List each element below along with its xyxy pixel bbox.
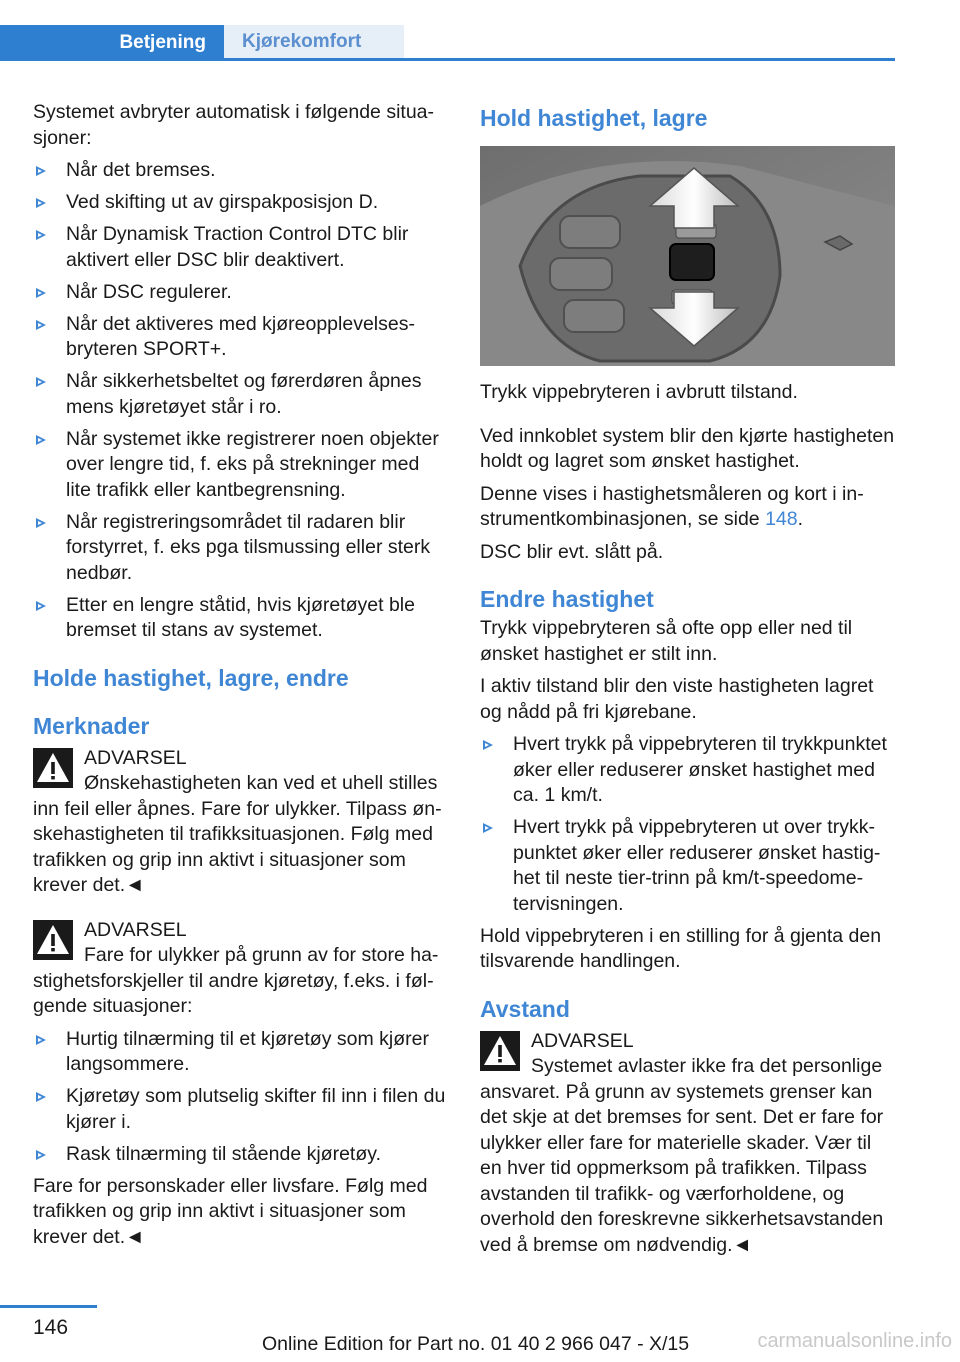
list-item: Rask tilnærming til stående kjøretøy.: [33, 1142, 448, 1168]
section-heading-notes: Merknader: [33, 712, 150, 739]
tab-kjorekomfort[interactable]: Kjørekomfort: [224, 25, 404, 58]
paragraph-text: .: [797, 508, 804, 530]
list-item: Hvert trykk på vippebryteren til trykkpunktet øker eller reduserer ønsket hastighet med ca. 1 km/t.: [480, 732, 895, 809]
warning-text: Ønskehastigheten kan ved et uhell stilles inn feil eller åpnes. Fare for ulykker. Tilpass ønskehastigheten til trafikksituasjonen. Følg med trafikken og grip inn aktivt i situasjoner som krever det.◄: [33, 772, 442, 896]
cancel-conditions-list: [33, 158, 448, 644]
list-item: Når sikkerhetsbeltet og førerdøren åpnes mens kjøretøyet står i ro.: [33, 369, 448, 420]
page-number: 146: [33, 1316, 69, 1339]
list-item: Ved skifting ut av girspakposisjon D.: [33, 190, 448, 216]
steering-wheel-rocker-figure: [480, 146, 895, 366]
warning-text: Fare for ulykker på grunn av for store hastighetsforskjeller til andre kjøretøy, f.eks. i følgende situasjoner:: [33, 944, 439, 1017]
paragraph: Trykk vippebryteren så ofte opp eller ned til ønsket hastighet er stilt inn.: [480, 617, 853, 665]
section-heading-distance: Avstand: [480, 995, 570, 1022]
section-heading-store-speed: Hold hastighet, lagre: [480, 105, 708, 131]
paragraph-text: Denne vises i hastighetsmåleren og kort i instrumentkombinasjonen, se side: [480, 482, 864, 530]
paragraph: Ved innkoblet system blir den kjørte hastigheten holdt og lagret som ønsket hastighet.: [480, 424, 895, 472]
list-item: Når systemet ikke registrerer noen objekter over lengre tid, f. eks på strekninger med lite trafikk eller kantbegrensning.: [33, 427, 448, 504]
warning-block: [480, 1029, 895, 1259]
list-item: Når Dynamisk Traction Control DTC blir aktivert eller DSC blir deaktivert.: [33, 222, 448, 273]
footer-rule: [0, 1305, 97, 1308]
list-item: Når det aktiveres med kjøreopplevelsesbryteren SPORT+.: [33, 312, 448, 363]
warning-triangle-icon: [480, 1031, 520, 1071]
list-item: Når registreringsområdet til radaren blir forstyrret, f. eks pga tilsmussing eller sterk nedbør.: [33, 510, 448, 587]
watermark: carmanualsonline.info: [757, 1330, 952, 1352]
edition-text: Online Edition for Part no. 01 40 2 966 047 - X/15: [262, 1333, 690, 1355]
figure-caption: Trykk vippebryteren i avbrutt tilstand.: [480, 381, 798, 403]
paragraph: DSC blir evt. slått på.: [480, 540, 664, 563]
warning-block: [33, 746, 448, 899]
intro-paragraph: Systemet avbryter automatisk i følgende situasjoner:: [33, 101, 435, 149]
warning-title: ADVARSEL: [84, 746, 187, 769]
list-item: Hvert trykk på vippebryteren ut over trykkpunktet øker eller reduserer ønsket hastighet til neste tier-trinn på km/t-speedometervisningen.: [480, 815, 895, 917]
list-item: Hurtig tilnærming til et kjøretøy som kjører langsommere.: [33, 1027, 448, 1078]
page-link-148[interactable]: 148: [765, 508, 798, 530]
tab-betjening[interactable]: Betjening: [0, 25, 224, 61]
header-rule: [0, 58, 895, 61]
list-item: Når DSC regulerer.: [33, 280, 448, 306]
warning-text: Systemet avlaster ikke fra det personlige ansvaret. På grunn av systemets grenser kan det skje at det bremses for sent. Det er fare for ulykker eller fare for materielle skader. Vær til en hver tid oppmerksom på trafikken. Tilpass avstanden til trafikk- og værforholdene, og overhold den foreskrevne sikkerhetsavstanden ved å bremse om nødvendig.◄: [480, 1055, 884, 1256]
closing-paragraph: Fare for personskader eller livsfare. Følg med trafikken og grip inn aktivt i situasjoner som krever det.◄: [33, 1174, 428, 1248]
warning-triangle-icon: [33, 920, 73, 960]
header-tabbar: [0, 0, 895, 62]
steering-wheel-illustration: [480, 146, 895, 366]
list-item: Kjøretøy som plutselig skifter fil inn i filen du kjører i.: [33, 1084, 448, 1135]
left-column: [33, 100, 448, 1257]
warning-triangle-icon: [33, 748, 73, 788]
section-heading-hold-speed: Holde hastighet, lagre, endre: [33, 664, 349, 691]
paragraph: [480, 482, 895, 533]
list-item: Etter en lengre ståtid, hvis kjøretøyet ble bremset til stans av systemet.: [33, 593, 448, 644]
list-item: Når det bremses.: [33, 158, 448, 184]
warning-block: [33, 918, 448, 1020]
speed-difference-list: [33, 1027, 448, 1168]
change-speed-list: [480, 732, 895, 917]
warning-title: ADVARSEL: [531, 1029, 634, 1052]
paragraph: Hold vippebryteren i en stilling for å gjenta den tilsvarende handlingen.: [480, 924, 882, 972]
section-heading-change-speed: Endre hastighet: [480, 586, 654, 612]
warning-title: ADVARSEL: [84, 918, 187, 941]
paragraph: I aktiv tilstand blir den viste hastigheten lagret og nådd på fri kjørebane.: [480, 675, 874, 723]
right-column: [480, 100, 895, 1265]
